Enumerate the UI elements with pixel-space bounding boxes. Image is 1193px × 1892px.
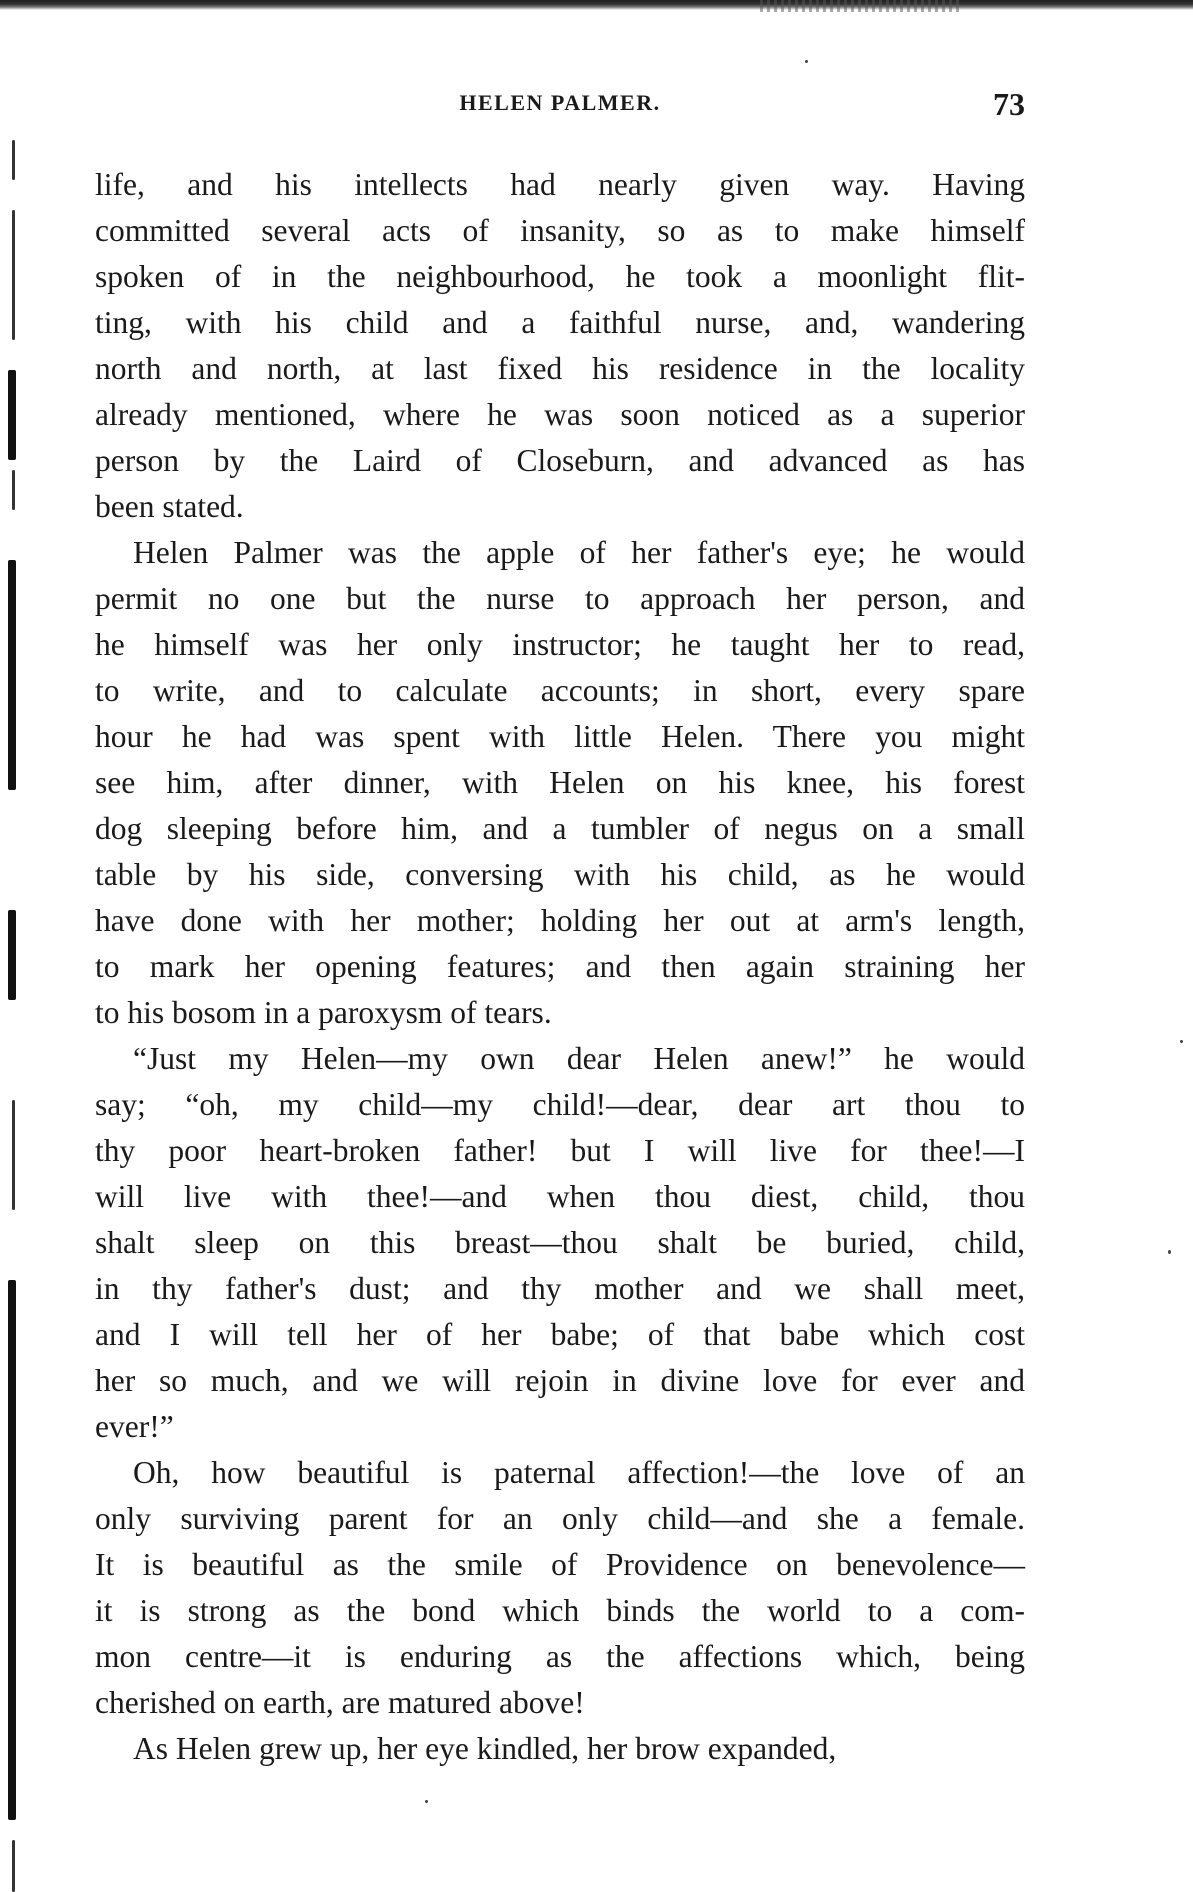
text-line: north and north, at last fixed his residence in the locality [95,351,1025,386]
text-line: been stated. [95,489,244,524]
paragraph [95,1726,1025,1772]
binding-edge-shadow [0,140,28,1892]
text-line: hour he had was spent with little Helen. There you might [95,719,1025,754]
text-line: it is strong as the bond which binds the world to a com- [95,1593,1025,1628]
paragraph [95,162,1025,530]
paragraph [95,530,1025,1036]
text-line: ever!” [95,1409,174,1444]
text-line: It is beautiful as the smile of Providence on benevolence— [95,1547,1025,1582]
text-line: see him, after dinner, with Helen on his knee, his forest [95,765,1025,800]
page-header [95,86,1025,126]
text-line: only surviving parent for an only child—and she a female. [95,1501,1025,1536]
text-line: spoken of in the neighbourhood, he took a moonlight flit- [95,259,1025,294]
text-line: he himself was her only instructor; he taught her to read, [95,627,1025,662]
text-line: have done with her mother; holding her out at arm's length, [95,903,1025,938]
top-edge-noise [760,0,960,12]
text-line: say; “oh, my child—my child!—dear, dear art thou to [95,1087,1025,1122]
text-line: “Just my Helen—my own dear Helen anew!” he would [133,1041,1025,1076]
text-line: Helen Palmer was the apple of her father's eye; he would [133,535,1025,570]
text-line: mon centre—it is enduring as the affections which, being [95,1639,1025,1674]
text-line: and I will tell her of her babe; of that babe which cost [95,1317,1025,1352]
text-line: permit no one but the nurse to approach her person, and [95,581,1025,616]
text-line: will live with thee!—and when thou diest, child, thou [95,1179,1025,1214]
text-line: ting, with his child and a faithful nurse, and, wandering [95,305,1025,340]
text-line: to write, and to calculate accounts; in short, every spare [95,673,1025,708]
text-line: to his bosom in a paroxysm of tears. [95,995,552,1030]
text-line: As Helen grew up, her eye kindled, her brow expanded, [133,1731,837,1766]
text-line: shalt sleep on this breast—thou shalt be buried, child, [95,1225,1025,1260]
paragraph [95,1036,1025,1450]
running-head: HELEN PALMER. [459,90,661,115]
text-line: already mentioned, where he was soon noticed as a superior [95,397,1025,432]
text-line: table by his side, conversing with his child, as he would [95,857,1025,892]
text-line: cherished on earth, are matured above! [95,1685,585,1720]
text-line: in thy father's dust; and thy mother and we shall meet, [95,1271,1025,1306]
body-text [95,162,1025,1772]
page-number: 73 [993,86,1025,122]
text-line: life, and his intellects had nearly given way. Having [95,167,1025,202]
text-line: thy poor heart-broken father! but I will live for thee!—I [95,1133,1025,1168]
text-line: committed several acts of insanity, so as to make himself [95,213,1025,248]
text-line: Oh, how beautiful is paternal affection!—the love of an [133,1455,1025,1490]
text-line: to mark her opening features; and then again straining her [95,949,1025,984]
text-line: her so much, and we will rejoin in divine love for ever and [95,1363,1025,1398]
text-line: person by the Laird of Closeburn, and advanced as has [95,443,1025,478]
top-edge-rule [0,0,1193,10]
paragraph [95,1450,1025,1726]
text-line: dog sleeping before him, and a tumbler of negus on a small [95,811,1025,846]
